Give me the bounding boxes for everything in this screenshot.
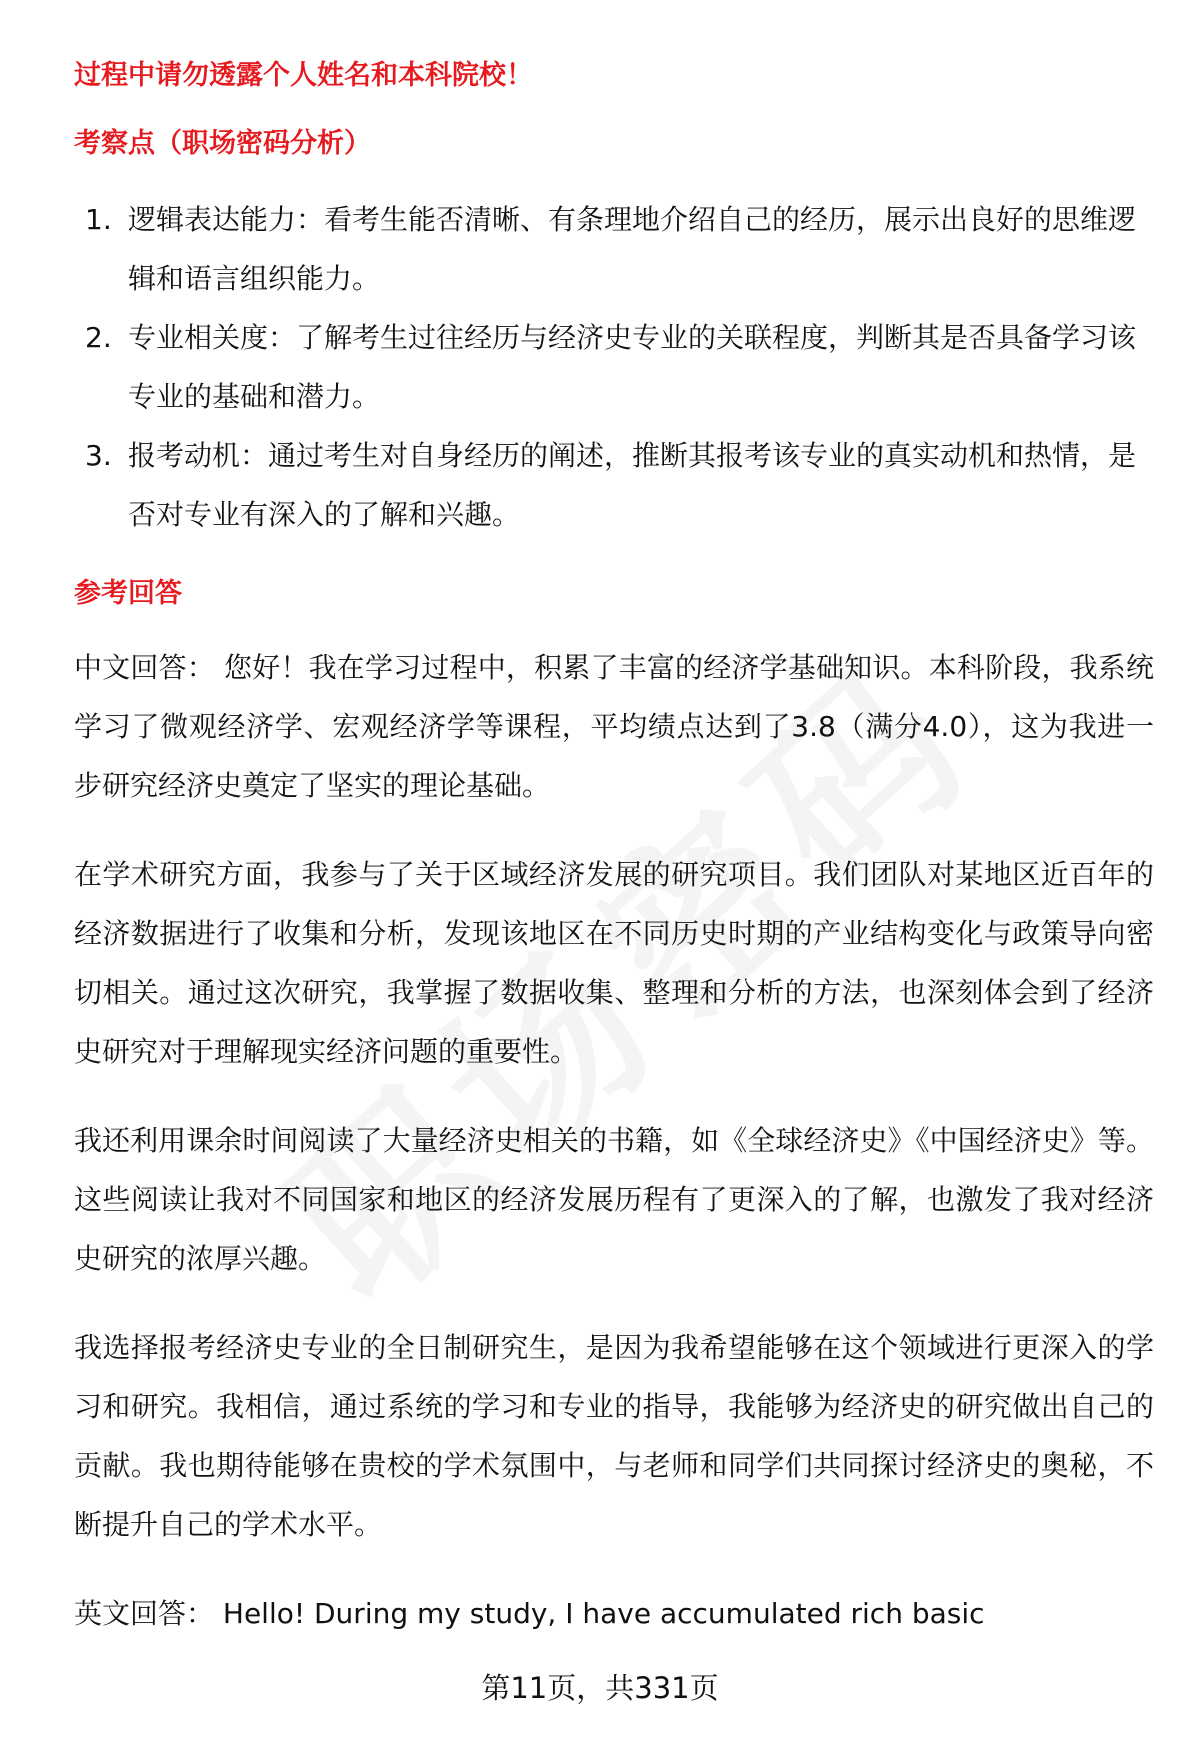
item-text: 专业相关度：了解考生过往经历与经济史专业的关联程度，判断其是否具备学习该专业的基础和潜力。 [128, 321, 1137, 413]
item-text: 报考动机：通过考生对自身经历的阐述，推断其报考该专业的真实动机和热情，是否对专业有深入的了解和兴趣。 [128, 439, 1137, 531]
item-number: 2. [85, 321, 112, 354]
answer-paragraph: 我还利用课余时间阅读了大量经济史相关的书籍，如《全球经济史》《中国经济史》等。这些阅读让我对不同国家和地区的经济发展历程有了更深入的了解，也激发了我对经济史研究的浓厚兴趣。 [74, 1124, 1154, 1275]
assessment-title: 考察点（职场密码分析） [74, 128, 371, 159]
item-number: 1. [85, 203, 112, 236]
assessment-item [74, 426, 1154, 544]
answer-paragraph: 我选择报考经济史专业的全日制研究生，是因为我希望能够在这个领域进行更深入的学习和研究。我相信，通过系统的学习和专业的指导，我能够为经济史的研究做出自己的贡献。我也期待能够在贵校的学术氛围中，与老师和同学们共同探讨经济史的奥秘，不断提升自己的学术水平。 [74, 1331, 1154, 1541]
english-answer-paragraph: 英文回答： Hello! During my study, I have accumulated rich basic [74, 1597, 985, 1630]
item-text: 逻辑表达能力：看考生能否清晰、有条理地介绍自己的经历，展示出良好的思维逻辑和语言组织能力。 [128, 203, 1137, 295]
item-number: 3. [85, 439, 112, 472]
answer-paragraph: 在学术研究方面，我参与了关于区域经济发展的研究项目。我们团队对某地区近百年的经济数据进行了收集和分析，发现该地区在不同历史时期的产业结构变化与政策导向密切相关。通过这次研究，我掌握了数据收集、整理和分析的方法，也深刻体会到了经济史研究对于理解现实经济问题的重要性。 [74, 858, 1154, 1068]
assessment-list [74, 190, 1154, 544]
reference-answer-title: 参考回答 [74, 578, 182, 609]
answer-paragraph: 中文回答： 您好！我在学习过程中，积累了丰富的经济学基础知识。本科阶段，我系统学习了微观经济学、宏观经济学等课程，平均绩点达到了3.8（满分4.0），这为我进一步研究经济史奠定了坚实的理论基础。 [74, 651, 1154, 802]
assessment-item [74, 308, 1154, 426]
page-number: 第11页，共331页 [481, 1671, 719, 1705]
content [74, 56, 1154, 1643]
assessment-item [74, 190, 1154, 308]
privacy-notice: 过程中请勿透露个人姓名和本科院校！ [74, 60, 533, 91]
